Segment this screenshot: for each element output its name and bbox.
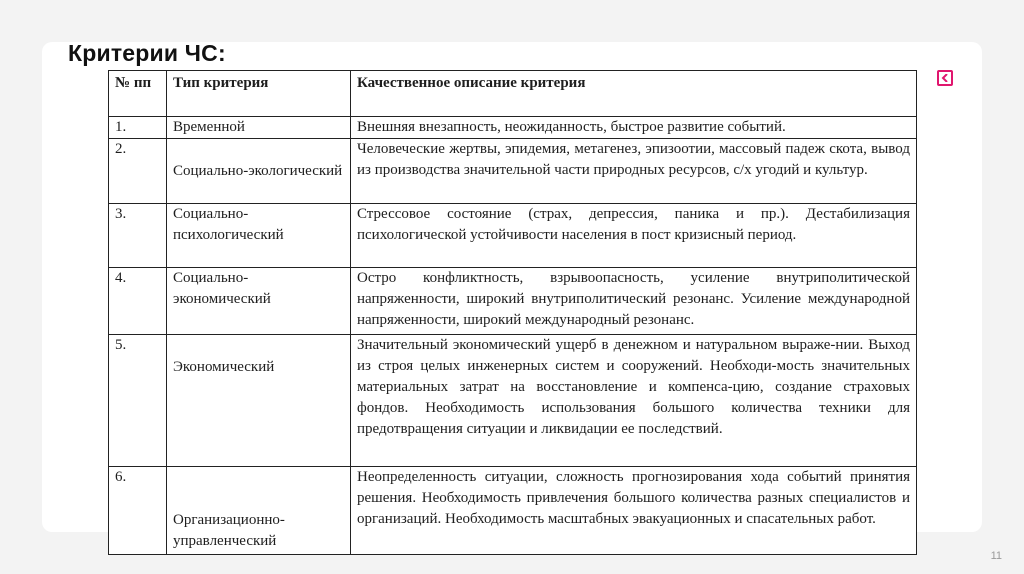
header-desc: Качественное описание критерия — [351, 71, 917, 117]
row-num: 5. — [109, 335, 167, 467]
table-header-row — [109, 71, 917, 117]
row-desc: Значительный экономический ущерб в денежном и натуральном выраже-нии. Выход из строя целых инженерных систем и сооружений. Необходи-мость значительных материальных затрат на восстановление и компенса-цию, создание страховых фондов. Необходимость использования большого количества техники для предотвращения ситуации и ликвидации ее последствий. — [351, 335, 917, 467]
row-num: 6. — [109, 467, 167, 555]
row-desc: Внешняя внезапность, неожиданность, быстрое развитие событий. — [351, 117, 917, 139]
row-desc: Остро конфликтность, взрывоопасность, усиление внутриполитической напряженности, широкий внутриполитический резонанс. Усиление международной напряженности, широкий международный резонанс. — [351, 268, 917, 335]
table-row — [109, 268, 917, 335]
row-desc: Неопределенность ситуации, сложность прогнозирования хода событий принятия решения. Необходимость привлечения большого количества разных специалистов и организаций. Необходимость масштабных эвакуационных и спасательных работ. — [351, 467, 917, 555]
row-type: Социально-экологический — [173, 163, 343, 179]
table-row — [109, 467, 917, 555]
slide-title: Критерии ЧС: — [68, 40, 226, 66]
table-row — [109, 139, 917, 204]
page-number: 11 — [990, 550, 1002, 562]
chevron-left-icon — [941, 74, 949, 82]
row-desc: Человеческие жертвы, эпидемия, метагенез, эпизоотии, массовый падеж скота, вывод из производства значительной части природных ресурсов, с/х угодий и культур. — [351, 139, 917, 204]
header-num: № пп — [109, 71, 167, 117]
table-row — [109, 117, 917, 139]
row-type: Экономический — [173, 359, 275, 375]
row-desc: Стрессовое состояние (страх, депрессия, паника и пр.). Дестабилизация психологической устойчивости населения в пост кризисный период. — [351, 204, 917, 268]
header-type: Тип критерия — [167, 71, 351, 117]
row-num: 2. — [109, 139, 167, 204]
table-row — [109, 335, 917, 467]
row-type: Организационно-управленческий — [173, 512, 285, 549]
row-type-cell — [167, 335, 351, 467]
row-type: Временной — [167, 117, 351, 139]
table-row — [109, 204, 917, 268]
row-type: Социально-экономический — [167, 268, 351, 335]
row-type-cell — [167, 467, 351, 555]
row-num: 1. — [109, 117, 167, 139]
row-type: Социально-психологический — [167, 204, 351, 268]
criteria-table-wrapper — [108, 70, 916, 555]
criteria-table — [108, 70, 917, 555]
row-num: 3. — [109, 204, 167, 268]
row-type-cell — [167, 139, 351, 204]
row-num: 4. — [109, 268, 167, 335]
nav-back-button[interactable] — [937, 70, 953, 86]
